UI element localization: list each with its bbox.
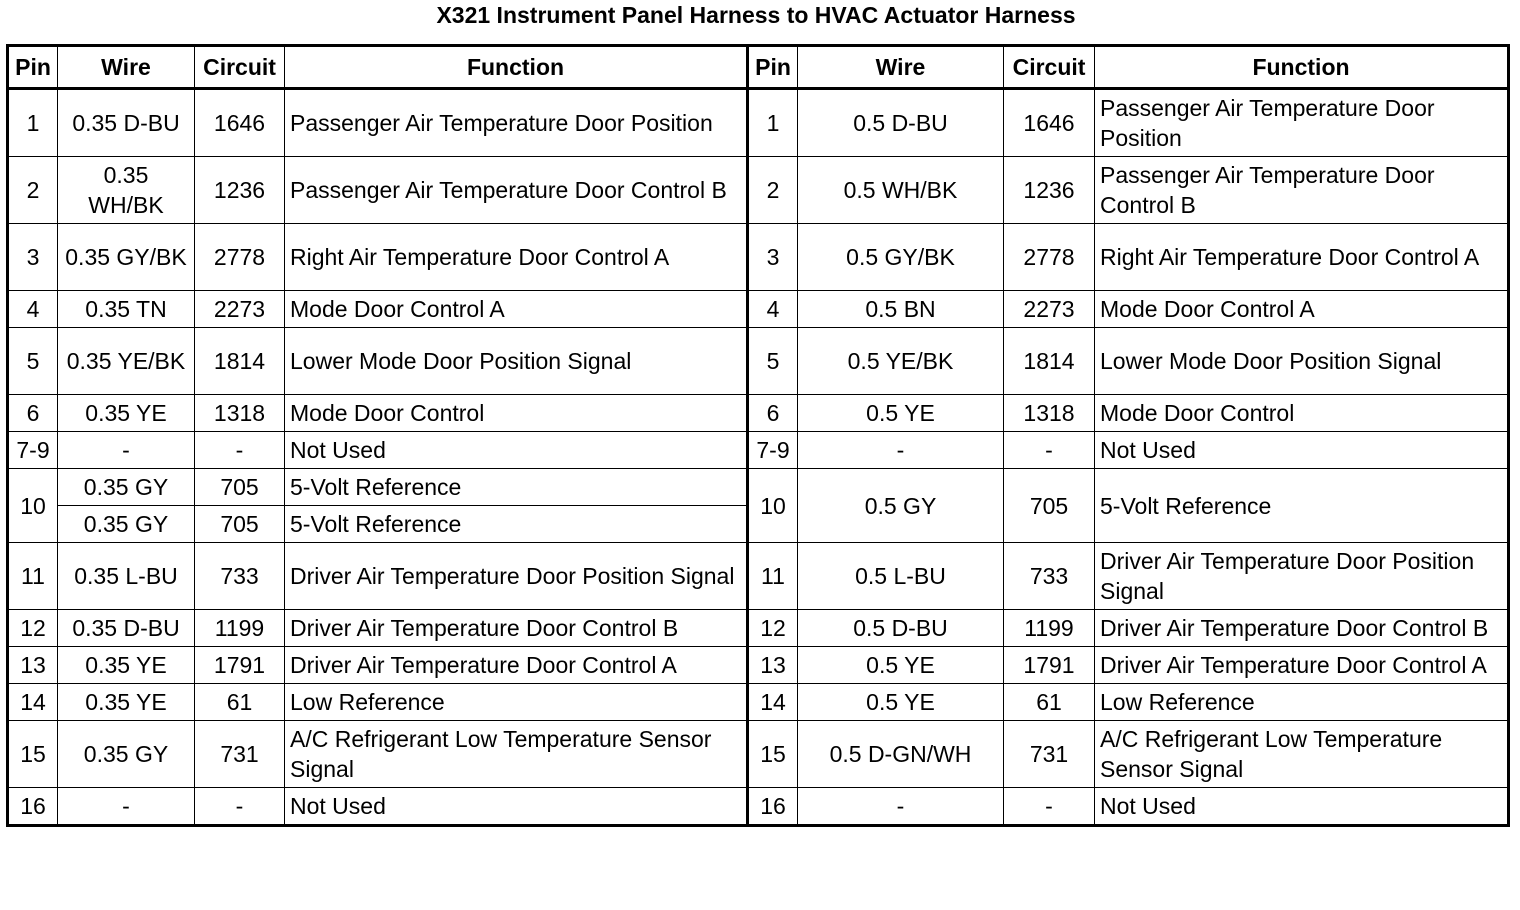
table-row	[8, 395, 1509, 432]
function-cell-b: Mode Door Control	[1095, 395, 1509, 432]
pin-cell-b: 7-9	[748, 432, 798, 469]
function-cell-b: A/C Refrigerant Low Temperature Sensor Signal	[1095, 721, 1509, 788]
wire-cell: 0.35 WH/BK	[58, 157, 195, 224]
pin-cell-b: 6	[748, 395, 798, 432]
wire-cell-b: 0.5 D-BU	[798, 89, 1004, 157]
circuit-cell: 1814	[195, 328, 285, 395]
header-circuit-b: Circuit	[1004, 46, 1095, 89]
circuit-cell-b: 1236	[1004, 157, 1095, 224]
function-cell-b: Driver Air Temperature Door Position Signal	[1095, 543, 1509, 610]
circuit-cell: 1791	[195, 647, 285, 684]
wire-cell: 0.35 GY	[58, 469, 195, 506]
pin-cell: 16	[8, 788, 58, 826]
pin-cell: 2	[8, 157, 58, 224]
table-row	[8, 721, 1509, 788]
pin-cell: 5	[8, 328, 58, 395]
pin-cell-b: 11	[748, 543, 798, 610]
pin-cell-b: 15	[748, 721, 798, 788]
pin-cell: 7-9	[8, 432, 58, 469]
table-row	[8, 647, 1509, 684]
circuit-cell: 2778	[195, 224, 285, 291]
wire-cell-b: 0.5 YE/BK	[798, 328, 1004, 395]
wire-cell: 0.35 YE	[58, 647, 195, 684]
wire-cell: 0.35 GY	[58, 506, 195, 543]
wire-cell-b: 0.5 D-GN/WH	[798, 721, 1004, 788]
header-circuit: Circuit	[195, 46, 285, 89]
circuit-cell-b: 731	[1004, 721, 1095, 788]
wire-cell: 0.35 TN	[58, 291, 195, 328]
circuit-cell: 1318	[195, 395, 285, 432]
wire-cell-b: 0.5 L-BU	[798, 543, 1004, 610]
function-cell: A/C Refrigerant Low Temperature Sensor Signal	[285, 721, 748, 788]
circuit-cell-b: 1199	[1004, 610, 1095, 647]
function-cell: 5-Volt Reference	[285, 506, 748, 543]
table-row	[8, 328, 1509, 395]
wire-cell-b: -	[798, 432, 1004, 469]
wire-cell: 0.35 GY	[58, 721, 195, 788]
table-row	[8, 684, 1509, 721]
header-pin-b: Pin	[748, 46, 798, 89]
function-cell-b: Driver Air Temperature Door Control A	[1095, 647, 1509, 684]
table-row	[8, 469, 1509, 506]
pin-cell-b: 13	[748, 647, 798, 684]
table-row	[8, 788, 1509, 826]
pin-cell: 14	[8, 684, 58, 721]
pin-cell-b: 1	[748, 89, 798, 157]
header-row	[8, 46, 1509, 89]
circuit-cell: -	[195, 432, 285, 469]
circuit-cell: 61	[195, 684, 285, 721]
pin-cell-b: 14	[748, 684, 798, 721]
pin-cell-b: 2	[748, 157, 798, 224]
function-cell-b: Not Used	[1095, 432, 1509, 469]
header-function-b: Function	[1095, 46, 1509, 89]
wire-cell: 0.35 GY/BK	[58, 224, 195, 291]
circuit-cell-b: 733	[1004, 543, 1095, 610]
table-row	[8, 432, 1509, 469]
pin-cell-b: 4	[748, 291, 798, 328]
function-cell-b: Lower Mode Door Position Signal	[1095, 328, 1509, 395]
wire-cell-b: 0.5 YE	[798, 395, 1004, 432]
circuit-cell: 1646	[195, 89, 285, 157]
pin-cell: 4	[8, 291, 58, 328]
function-cell-b: Mode Door Control A	[1095, 291, 1509, 328]
wire-cell: 0.35 YE	[58, 684, 195, 721]
function-cell-b: 5-Volt Reference	[1095, 469, 1509, 543]
function-cell: Not Used	[285, 432, 748, 469]
function-cell-b: Driver Air Temperature Door Control B	[1095, 610, 1509, 647]
header-pin: Pin	[8, 46, 58, 89]
wire-cell: 0.35 YE	[58, 395, 195, 432]
function-cell: Passenger Air Temperature Door Position	[285, 89, 748, 157]
circuit-cell-b: 2273	[1004, 291, 1095, 328]
circuit-cell-b: 705	[1004, 469, 1095, 543]
circuit-cell-b: 1318	[1004, 395, 1095, 432]
circuit-cell-b: 1814	[1004, 328, 1095, 395]
table-row	[8, 224, 1509, 291]
circuit-cell-b: 1646	[1004, 89, 1095, 157]
table-title: X321 Instrument Panel Harness to HVAC Actuator Harness	[436, 2, 1076, 28]
circuit-cell: 1199	[195, 610, 285, 647]
pin-cell: 11	[8, 543, 58, 610]
pin-cell: 15	[8, 721, 58, 788]
pin-cell: 10	[8, 469, 58, 543]
pin-cell: 3	[8, 224, 58, 291]
wire-cell: -	[58, 432, 195, 469]
circuit-cell: 705	[195, 469, 285, 506]
wire-cell: 0.35 D-BU	[58, 610, 195, 647]
circuit-cell: 733	[195, 543, 285, 610]
table-row	[8, 89, 1509, 157]
wire-cell: 0.35 L-BU	[58, 543, 195, 610]
circuit-cell: -	[195, 788, 285, 826]
pin-cell-b: 12	[748, 610, 798, 647]
wire-cell: -	[58, 788, 195, 826]
wire-cell-b: 0.5 WH/BK	[798, 157, 1004, 224]
function-cell: Passenger Air Temperature Door Control B	[285, 157, 748, 224]
table-row	[8, 157, 1509, 224]
circuit-cell-b: -	[1004, 432, 1095, 469]
wire-cell-b: 0.5 BN	[798, 291, 1004, 328]
table-row	[8, 610, 1509, 647]
function-cell: Not Used	[285, 788, 748, 826]
function-cell: Driver Air Temperature Door Control B	[285, 610, 748, 647]
header-function: Function	[285, 46, 748, 89]
wire-cell-b: 0.5 D-BU	[798, 610, 1004, 647]
function-cell: Right Air Temperature Door Control A	[285, 224, 748, 291]
function-cell: 5-Volt Reference	[285, 469, 748, 506]
table-row	[8, 291, 1509, 328]
pin-cell-b: 10	[748, 469, 798, 543]
table-row	[8, 543, 1509, 610]
wire-cell-b: 0.5 YE	[798, 684, 1004, 721]
wire-cell-b: -	[798, 788, 1004, 826]
function-cell: Driver Air Temperature Door Position Signal	[285, 543, 748, 610]
function-cell: Mode Door Control	[285, 395, 748, 432]
circuit-cell-b: 2778	[1004, 224, 1095, 291]
function-cell: Mode Door Control A	[285, 291, 748, 328]
circuit-cell-b: 1791	[1004, 647, 1095, 684]
pin-cell: 13	[8, 647, 58, 684]
circuit-cell: 705	[195, 506, 285, 543]
wire-cell-b: 0.5 GY	[798, 469, 1004, 543]
wire-cell: 0.35 YE/BK	[58, 328, 195, 395]
pin-cell: 1	[8, 89, 58, 157]
wire-cell-b: 0.5 YE	[798, 647, 1004, 684]
wire-cell-b: 0.5 GY/BK	[798, 224, 1004, 291]
circuit-cell: 1236	[195, 157, 285, 224]
function-cell: Low Reference	[285, 684, 748, 721]
pin-cell: 6	[8, 395, 58, 432]
function-cell-b: Low Reference	[1095, 684, 1509, 721]
function-cell-b: Right Air Temperature Door Control A	[1095, 224, 1509, 291]
wire-cell: 0.35 D-BU	[58, 89, 195, 157]
circuit-cell-b: 61	[1004, 684, 1095, 721]
function-cell-b: Passenger Air Temperature Door Control B	[1095, 157, 1509, 224]
function-cell-b: Passenger Air Temperature Door Position	[1095, 89, 1509, 157]
pin-cell-b: 16	[748, 788, 798, 826]
pinout-table	[6, 44, 1510, 827]
header-wire: Wire	[58, 46, 195, 89]
circuit-cell: 731	[195, 721, 285, 788]
circuit-cell: 2273	[195, 291, 285, 328]
pin-cell-b: 5	[748, 328, 798, 395]
pin-cell: 12	[8, 610, 58, 647]
pin-cell-b: 3	[748, 224, 798, 291]
circuit-cell-b: -	[1004, 788, 1095, 826]
function-cell-b: Not Used	[1095, 788, 1509, 826]
header-wire-b: Wire	[798, 46, 1004, 89]
function-cell: Lower Mode Door Position Signal	[285, 328, 748, 395]
function-cell: Driver Air Temperature Door Control A	[285, 647, 748, 684]
